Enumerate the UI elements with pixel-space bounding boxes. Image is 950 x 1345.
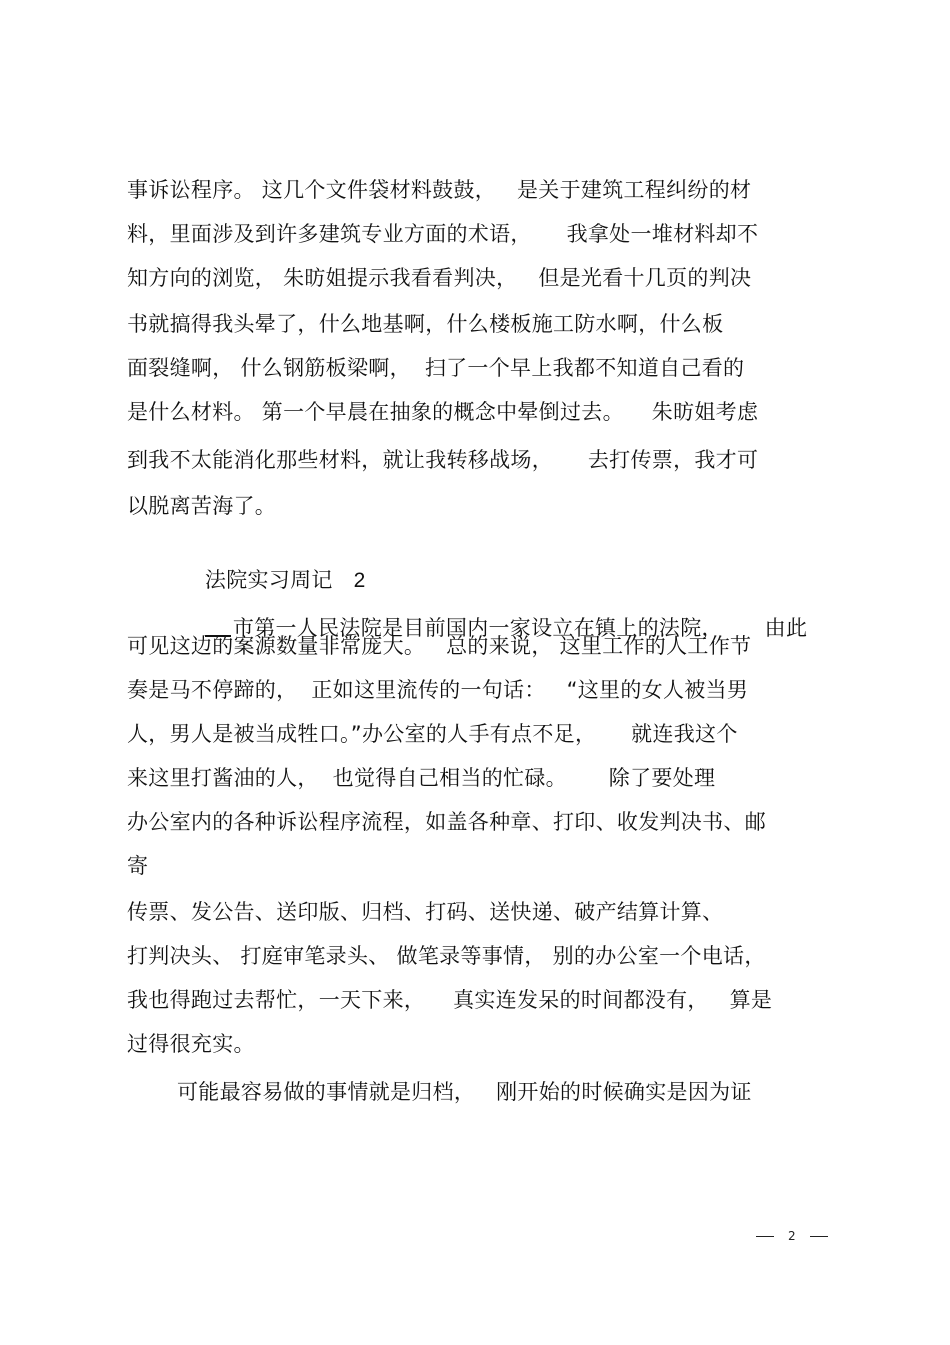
paragraph2-line: 传票、发公告、送印版、归档、打码、送快递、破产结算计算、 [127,900,724,924]
paragraph2-line: 寄 [127,854,149,878]
paragraph2-line: 办公室内的各种诉讼程序流程，如盖各种章、打印、收发判决书、邮 [127,810,766,834]
section-heading-text: 法院实习周记 [204,568,333,592]
paragraph1-line: 料，里面涉及到许多建筑专业方面的术语， 我拿处一堆材料却不 [127,222,759,246]
paragraph2-line: 我也得跑过去帮忙，一天下来， 真实连发呆的时间都没有， 算是 [127,988,773,1012]
paragraph2-line: 奏是马不停蹄的， 正如这里流传的一句话： “这里的女人被当男 [127,678,749,702]
paragraph1-line: 是什么材料。 第一个早晨在抽象的概念中晕倒过去。 朱昉姐考虑 [127,400,759,424]
paragraph2-line: 来这里打酱油的人， 也觉得自己相当的忙碌。 除了要处理 [127,766,716,790]
paragraph2-first-line-text: 市第一人民法院是目前国内一家设立在镇上的法院， 由此 [232,616,808,640]
paragraph3-first-line: 可能最容易做的事情就是归档， 刚开始的时候确实是因为证 [177,1080,752,1104]
paragraph1-line: 到我不太能消化那些材料，就让我转移战场， 去打传票，我才可 [127,448,759,472]
paragraph2-line: 人，男人是被当成牲口。”办公室的人手有点不足， 就连我这个 [127,722,738,746]
paragraph2-line: 打判决头、 打庭审笔录头、 做笔录等事情， 别的办公室一个电话， [127,944,766,968]
paragraph1-line: 知方向的浏览， 朱昉姐提示我看看判决， 但是光看十几页的判决 [127,266,752,290]
page-number: 2 [788,1229,796,1243]
paragraph1-line: 以脱离苦海了。 [127,494,277,518]
footer-dash-left [756,1236,774,1237]
page-footer [756,1229,828,1243]
paragraph1-line: 书就搞得我头晕了，什么地基啊，什么楼板施工防水啊，什么板 [127,312,724,336]
paragraph1-line: 面裂缝啊， 什么钢筋板梁啊， 扫了一个早上我都不知道自己看的 [127,356,745,380]
section-heading-number: 2 [353,569,366,592]
footer-dash-right [810,1236,828,1237]
paragraph1-line: 事诉讼程序。 这几个文件袋材料鼓鼓， 是关于建筑工程纠纷的材 [127,178,752,202]
paragraph2-line: 过得很充实。 [127,1032,255,1056]
paragraph2-line: 可见这边的案源数量非常庞大。 总的来说， 这里工作的人工作节 [127,634,752,658]
